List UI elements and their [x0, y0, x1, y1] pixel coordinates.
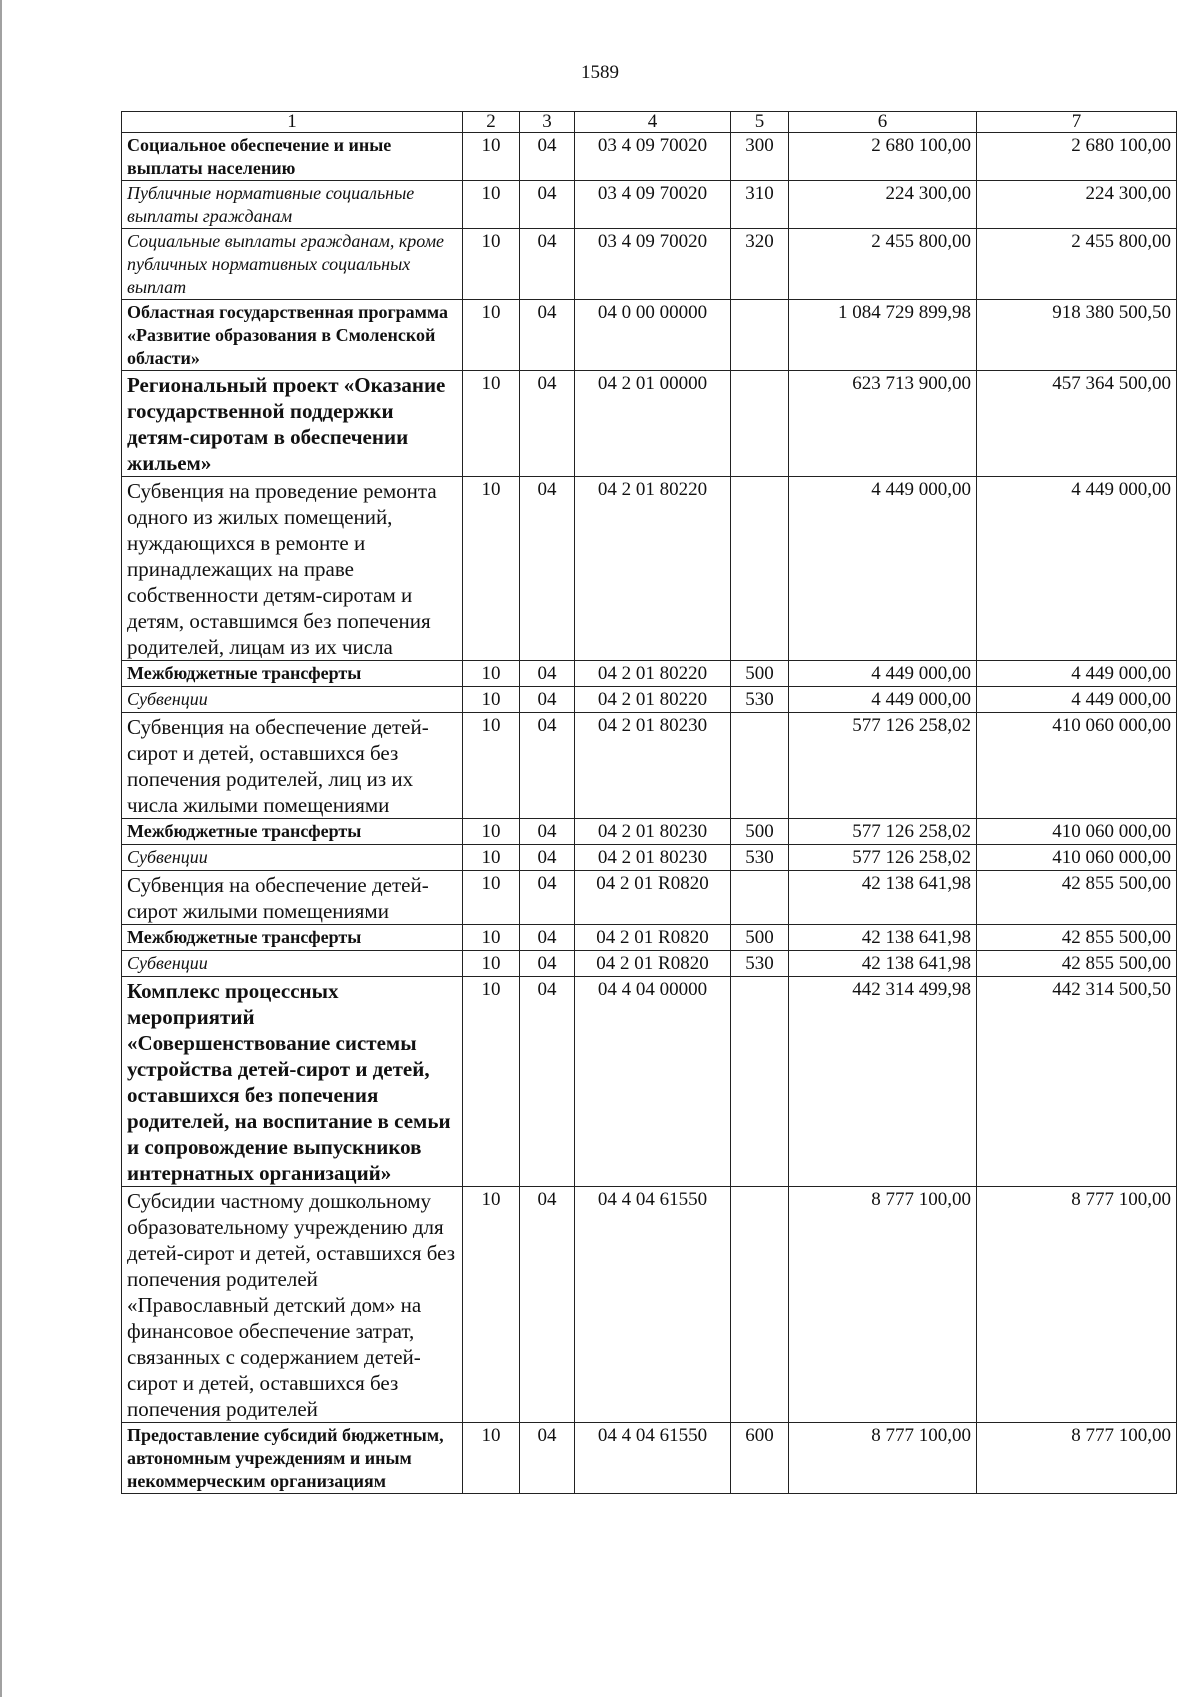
- table-row: [122, 1187, 1177, 1423]
- amount-year-1-cell: 4 449 000,00: [789, 661, 977, 687]
- target-article-cell: 04 2 01 80230: [575, 845, 731, 871]
- subsection-code-cell: 04: [520, 951, 575, 977]
- table-row: [122, 819, 1177, 845]
- table-row: [122, 845, 1177, 871]
- expense-type-cell: 530: [731, 687, 789, 713]
- subsection-code-cell: 04: [520, 661, 575, 687]
- target-article-cell: 04 2 01 80220: [575, 661, 731, 687]
- section-code-cell: 10: [463, 300, 520, 371]
- amount-year-1-cell: 4 449 000,00: [789, 687, 977, 713]
- header-cell: 6: [789, 112, 977, 133]
- amount-year-2-cell: 442 314 500,50: [977, 977, 1177, 1187]
- amount-year-1-cell: 2 455 800,00: [789, 229, 977, 300]
- row-name-cell: Межбюджетные трансферты: [122, 819, 463, 845]
- expense-type-cell: [731, 713, 789, 819]
- amount-year-1-cell: 224 300,00: [789, 181, 977, 229]
- section-code-cell: 10: [463, 871, 520, 925]
- target-article-cell: 04 2 01 R0820: [575, 925, 731, 951]
- table-row: [122, 229, 1177, 300]
- target-article-cell: 04 4 04 61550: [575, 1423, 731, 1494]
- expense-type-cell: 530: [731, 951, 789, 977]
- row-name-cell: Субвенция на обеспечение детей-сирот жилыми помещениями: [122, 871, 463, 925]
- expense-type-cell: [731, 477, 789, 661]
- amount-year-1-cell: 577 126 258,02: [789, 713, 977, 819]
- table-row: [122, 371, 1177, 477]
- amount-year-2-cell: 4 449 000,00: [977, 477, 1177, 661]
- header-cell: 4: [575, 112, 731, 133]
- amount-year-1-cell: 2 680 100,00: [789, 133, 977, 181]
- expense-type-cell: 320: [731, 229, 789, 300]
- table-row: [122, 477, 1177, 661]
- subsection-code-cell: 04: [520, 871, 575, 925]
- amount-year-2-cell: 918 380 500,50: [977, 300, 1177, 371]
- table-row: [122, 300, 1177, 371]
- amount-year-1-cell: 42 138 641,98: [789, 951, 977, 977]
- table-row: [122, 951, 1177, 977]
- table-row: [122, 133, 1177, 181]
- section-code-cell: 10: [463, 951, 520, 977]
- subsection-code-cell: 04: [520, 925, 575, 951]
- subsection-code-cell: 04: [520, 1423, 575, 1494]
- target-article-cell: 04 4 04 00000: [575, 977, 731, 1187]
- row-name-cell: Субвенции: [122, 687, 463, 713]
- target-article-cell: 04 0 00 00000: [575, 300, 731, 371]
- subsection-code-cell: 04: [520, 181, 575, 229]
- amount-year-1-cell: 42 138 641,98: [789, 871, 977, 925]
- target-article-cell: 03 4 09 70020: [575, 181, 731, 229]
- section-code-cell: 10: [463, 133, 520, 181]
- subsection-code-cell: 04: [520, 133, 575, 181]
- target-article-cell: 03 4 09 70020: [575, 229, 731, 300]
- section-code-cell: 10: [463, 925, 520, 951]
- table-row: [122, 687, 1177, 713]
- row-name-cell: Межбюджетные трансферты: [122, 661, 463, 687]
- amount-year-2-cell: 8 777 100,00: [977, 1423, 1177, 1494]
- target-article-cell: 03 4 09 70020: [575, 133, 731, 181]
- expense-type-cell: 500: [731, 819, 789, 845]
- section-code-cell: 10: [463, 229, 520, 300]
- section-code-cell: 10: [463, 661, 520, 687]
- table-row: [122, 871, 1177, 925]
- row-name-cell: Субвенции: [122, 845, 463, 871]
- subsection-code-cell: 04: [520, 1187, 575, 1423]
- amount-year-1-cell: 623 713 900,00: [789, 371, 977, 477]
- amount-year-2-cell: 410 060 000,00: [977, 713, 1177, 819]
- table-row: [122, 1423, 1177, 1494]
- scan-edge-line: [0, 0, 2, 1697]
- row-name-cell: Субвенции: [122, 951, 463, 977]
- expense-type-cell: 600: [731, 1423, 789, 1494]
- amount-year-2-cell: 42 855 500,00: [977, 871, 1177, 925]
- subsection-code-cell: 04: [520, 229, 575, 300]
- target-article-cell: 04 2 01 80220: [575, 687, 731, 713]
- row-name-cell: Социальные выплаты гражданам, кроме публичных нормативных социальных выплат: [122, 229, 463, 300]
- amount-year-1-cell: 1 084 729 899,98: [789, 300, 977, 371]
- amount-year-1-cell: 577 126 258,02: [789, 845, 977, 871]
- row-name-cell: Субвенция на проведение ремонта одного из жилых помещений, нуждающихся в ремонте и принадлежащих на праве собственности детям-сиротам и детям, оставшимся без попечения родителей, лицам из их числа: [122, 477, 463, 661]
- row-name-cell: Социальное обеспечение и иные выплаты населению: [122, 133, 463, 181]
- amount-year-1-cell: 8 777 100,00: [789, 1423, 977, 1494]
- header-cell: 3: [520, 112, 575, 133]
- amount-year-2-cell: 410 060 000,00: [977, 819, 1177, 845]
- expense-type-cell: 500: [731, 925, 789, 951]
- amount-year-1-cell: 42 138 641,98: [789, 925, 977, 951]
- table-row: [122, 925, 1177, 951]
- target-article-cell: 04 2 01 80230: [575, 819, 731, 845]
- section-code-cell: 10: [463, 1187, 520, 1423]
- header-cell: 1: [122, 112, 463, 133]
- expense-type-cell: [731, 1187, 789, 1423]
- expense-type-cell: 310: [731, 181, 789, 229]
- amount-year-2-cell: 42 855 500,00: [977, 925, 1177, 951]
- section-code-cell: 10: [463, 713, 520, 819]
- expense-type-cell: 500: [731, 661, 789, 687]
- table-row: [122, 977, 1177, 1187]
- target-article-cell: 04 4 04 61550: [575, 1187, 731, 1423]
- target-article-cell: 04 2 01 00000: [575, 371, 731, 477]
- amount-year-1-cell: 8 777 100,00: [789, 1187, 977, 1423]
- amount-year-1-cell: 442 314 499,98: [789, 977, 977, 1187]
- page-number: 1589: [581, 62, 619, 83]
- subsection-code-cell: 04: [520, 300, 575, 371]
- amount-year-1-cell: 577 126 258,02: [789, 819, 977, 845]
- section-code-cell: 10: [463, 181, 520, 229]
- section-code-cell: 10: [463, 371, 520, 477]
- subsection-code-cell: 04: [520, 687, 575, 713]
- table-row: [122, 181, 1177, 229]
- section-code-cell: 10: [463, 1423, 520, 1494]
- section-code-cell: 10: [463, 845, 520, 871]
- amount-year-2-cell: 4 449 000,00: [977, 661, 1177, 687]
- amount-year-2-cell: 224 300,00: [977, 181, 1177, 229]
- target-article-cell: 04 2 01 80220: [575, 477, 731, 661]
- expense-type-cell: 530: [731, 845, 789, 871]
- subsection-code-cell: 04: [520, 371, 575, 477]
- section-code-cell: 10: [463, 687, 520, 713]
- expense-type-cell: [731, 300, 789, 371]
- row-name-cell: Субвенция на обеспечение детей-сирот и детей, оставшихся без попечения родителей, лиц из их числа жилыми помещениями: [122, 713, 463, 819]
- budget-table: [121, 111, 1177, 1494]
- amount-year-2-cell: 2 680 100,00: [977, 133, 1177, 181]
- amount-year-2-cell: 2 455 800,00: [977, 229, 1177, 300]
- expense-type-cell: 300: [731, 133, 789, 181]
- target-article-cell: 04 2 01 R0820: [575, 871, 731, 925]
- expense-type-cell: [731, 371, 789, 477]
- amount-year-2-cell: 42 855 500,00: [977, 951, 1177, 977]
- row-name-cell: Публичные нормативные социальные выплаты гражданам: [122, 181, 463, 229]
- row-name-cell: Региональный проект «Оказание государственной поддержки детям-сиротам в обеспечении жильем»: [122, 371, 463, 477]
- section-code-cell: 10: [463, 977, 520, 1187]
- table-row: [122, 661, 1177, 687]
- header-cell: 2: [463, 112, 520, 133]
- expense-type-cell: [731, 977, 789, 1187]
- section-code-cell: 10: [463, 477, 520, 661]
- section-code-cell: 10: [463, 819, 520, 845]
- row-name-cell: Областная государственная программа «Развитие образования в Смоленской области»: [122, 300, 463, 371]
- row-name-cell: Межбюджетные трансферты: [122, 925, 463, 951]
- amount-year-1-cell: 4 449 000,00: [789, 477, 977, 661]
- subsection-code-cell: 04: [520, 477, 575, 661]
- amount-year-2-cell: 4 449 000,00: [977, 687, 1177, 713]
- expense-type-cell: [731, 871, 789, 925]
- amount-year-2-cell: 410 060 000,00: [977, 845, 1177, 871]
- target-article-cell: 04 2 01 80230: [575, 713, 731, 819]
- header-cell: 5: [731, 112, 789, 133]
- row-name-cell: Комплекс процессных мероприятий «Совершенствование системы устройства детей-сирот и детей, оставшихся без попечения родителей, на воспитание в семьи и сопровождение выпускников интернатных организаций»: [122, 977, 463, 1187]
- amount-year-2-cell: 8 777 100,00: [977, 1187, 1177, 1423]
- table-row: [122, 713, 1177, 819]
- subsection-code-cell: 04: [520, 819, 575, 845]
- table-header-row: [122, 112, 1177, 133]
- target-article-cell: 04 2 01 R0820: [575, 951, 731, 977]
- subsection-code-cell: 04: [520, 713, 575, 819]
- amount-year-2-cell: 457 364 500,00: [977, 371, 1177, 477]
- subsection-code-cell: 04: [520, 845, 575, 871]
- header-cell: 7: [977, 112, 1177, 133]
- row-name-cell: Субсидии частному дошкольному образовательному учреждению для детей-сирот и детей, оставшихся без попечения родителей «Православный детский дом» на финансовое обеспечение затрат, связанных с содержанием детей-сирот и детей, оставшихся без попечения родителей: [122, 1187, 463, 1423]
- subsection-code-cell: 04: [520, 977, 575, 1187]
- row-name-cell: Предоставление субсидий бюджетным, автономным учреждениям и иным некоммерческим организациям: [122, 1423, 463, 1494]
